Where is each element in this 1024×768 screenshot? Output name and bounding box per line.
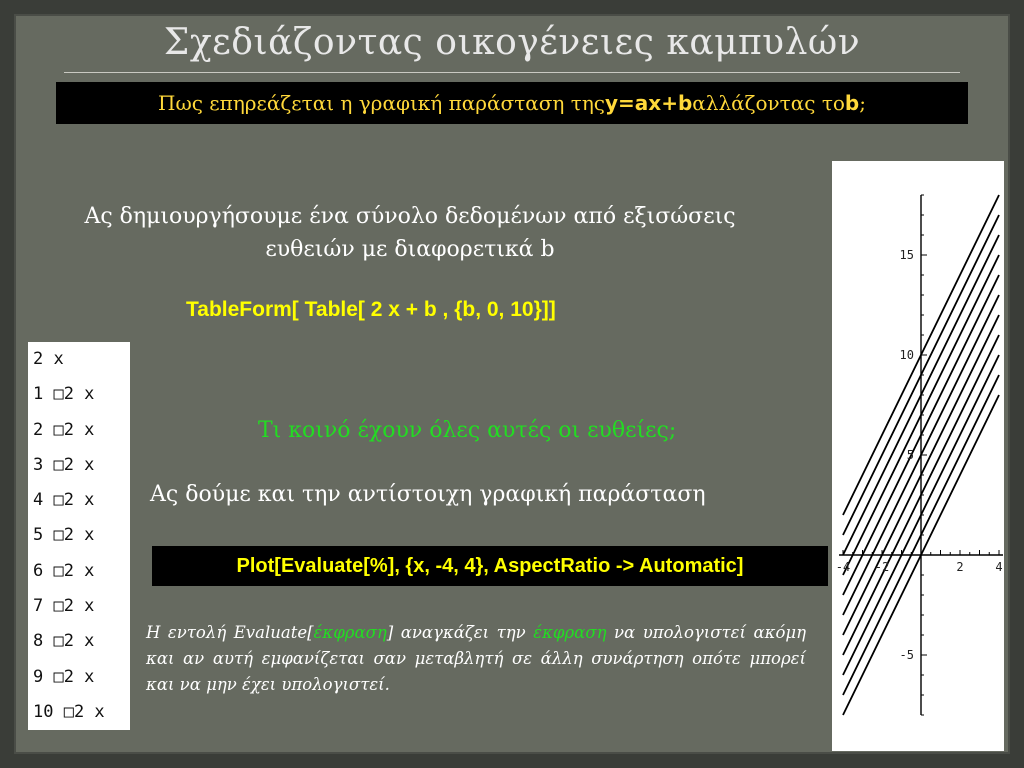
note-part-2: ] αναγκάζει την [386,623,534,642]
title-divider [64,72,960,73]
x-tick-label: -2 [874,560,890,574]
table-row: 1 □2 x [33,384,95,405]
common-property-question: Τι κοινό έχουν όλες αυτές οι ευθείες; [258,418,677,443]
intro-text: Ας δημιουργήσουμε ένα σύνολο δεδομένων από εξισώσεις ευθειών με διαφορετικά b [84,204,736,262]
table-row: 4 □2 x [33,490,95,511]
question-suffix: ; [859,91,866,115]
plot-intro-text: Ας δούμε και την αντίστοιχη γραφική παράσταση [150,482,706,507]
note-part-1: Η εντολή Evaluate[ [146,623,314,642]
plot-panel [832,161,1004,751]
plot-command: Plot[Evaluate[%], {x, -4, 4}, AspectRatio -> Automatic] [152,546,828,586]
x-tick-label: -4 [835,560,851,574]
x-tick-label: 2 [956,560,964,574]
question-banner [56,82,968,124]
line-plot [832,161,1004,751]
table-row: 7 □2 x [33,596,95,617]
table-row: 6 □2 x [33,560,95,581]
table-row: 5 □2 x [33,525,95,546]
evaluate-note [146,620,806,698]
y-tick-label: 5 [906,448,914,462]
table-row: 10 □2 x [33,701,105,722]
table-row: 2 x [33,349,64,369]
slide-title: Σχεδιάζοντας οικογένειες καμπυλών [163,22,861,63]
table-output [28,342,130,730]
table-row: 9 □2 x [33,666,95,687]
table-row: 3 □2 x [33,454,95,475]
question-variable: b [844,91,860,115]
question-equation: y=ax+b [605,91,693,115]
table-command: TableForm[ Table[ 2 x + b , {b, 0, 10}]] [186,298,556,321]
y-tick-label: 15 [899,248,914,262]
question-middle: αλλάζοντας το [692,91,845,115]
x-tick-label: 4 [995,560,1003,574]
y-tick-label: -5 [899,648,914,662]
note-highlight-2: έκφραση [533,623,607,642]
note-part-3: να υπολογιστεί ακόμη και αν αυτή εμφανίζεται σαν μεταβλητή σε άλλη συνάρτηση οπότε μπορεί και να μην έχει υπολογιστεί. [146,623,806,694]
note-highlight-1: έκφραση [313,623,387,642]
table-row: 8 □2 x [33,631,95,652]
question-prefix: Πως επηρεάζεται η γραφική παράσταση της [158,91,606,115]
y-tick-label: 10 [899,348,914,362]
table-row: 2 □2 x [33,419,95,440]
